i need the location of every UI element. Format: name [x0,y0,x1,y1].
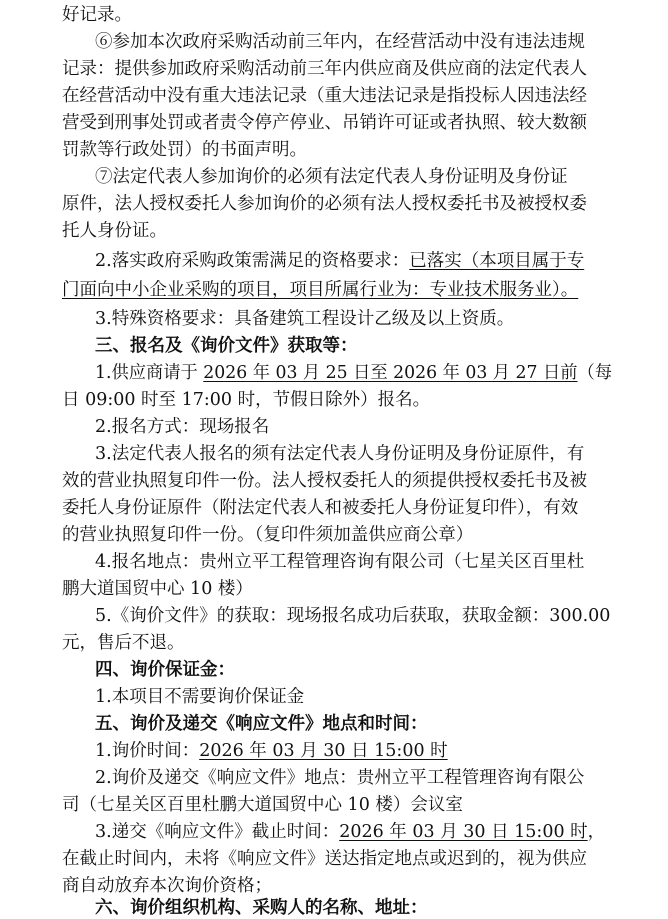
text-span: 好记录。 [62,5,132,25]
text-line [62,848,587,870]
text-line [62,875,272,897]
heading-text: 四、询价保证金： [95,660,235,680]
text-span: 效的营业执照复印件一份。法人授权委托人的须提供授权委托书及被 [62,471,587,491]
text-span: 2.报名方式：现场报名 [95,417,270,437]
underlined-text: 2026 年 03 月 30 日 15:00 时 [199,741,448,761]
text-line [62,279,578,301]
text-line [62,389,430,411]
text-span: 鹏大道国贸中心 10 楼） [62,579,253,599]
text-line [62,632,185,654]
text-line [95,443,584,465]
section-heading [95,713,428,735]
text-line [62,193,587,215]
underlined-text: 已落实（本项目属于专 [409,251,585,271]
text-line [62,497,578,519]
text-span: 司（七星关区百里杜鹏大道国贸中心 10 楼）会议室 [62,795,463,815]
text-span: 5.《询价文件》的获取：现场报名成功后获取，获取金额：300.00 [95,606,611,626]
text-span: 营受到刑事处罚或者责令停产停业、吊销许可证或者执照、较大数额 [62,113,587,133]
text-span: 托人身份证。 [62,221,167,241]
text-line [95,308,514,330]
text-span: 商自动放弃本次询价资格； [62,876,272,896]
section-heading [95,659,235,681]
text-span: 2.询价及递交《响应文件》地点：贵州立平工程管理咨询有限公 [95,768,585,788]
text-span: 3.特殊资格要求：具备建筑工程设计乙级及以上资质。 [95,309,515,329]
text-span: 1.本项目不需要询价保证金 [95,687,305,707]
text-line [62,139,307,161]
text-span: 在经营活动中没有重大违法记录（重大违法记录是指投标人因违法经 [62,86,587,106]
text-span: 4.报名地点：贵州立平工程管理咨询有限公司（七星关区百里杜 [95,552,585,572]
text-line [95,767,584,789]
text-line [62,112,587,134]
text-span: 原件，法人授权委托人参加询价的必须有法人授权委托书及被授权委 [62,194,587,214]
text-span: （每 [577,363,613,383]
text-span: 在截止时间内，未将《响应文件》送达指定地点或迟到的，视为供应 [62,849,587,869]
text-line [95,416,269,438]
text-span: 委托人身份证原件（附法定代表人和被委托人身份证复印件），有效 [62,498,579,518]
text-line [62,220,167,242]
text-span: 罚款等行政处罚）的书面声明。 [62,140,307,160]
text-line [62,794,463,816]
text-span: 2.落实政府采购政策需满足的资格要求： [95,251,410,271]
text-span: ⑦法定代表人参加询价的必须有法定代表人身份证明及身份证 [95,167,568,187]
heading-text: 五、询价及递交《响应文件》地点和时间： [95,714,428,734]
text-span: 记录：提供参加政府采购活动前三年内供应商及供应商的法定代表人 [62,59,587,79]
section-heading [95,335,358,357]
text-line [95,250,584,272]
text-line [62,524,473,546]
underlined-text: 2026 年 03 月 30 日 15:00 时 [339,822,588,842]
text-line [95,740,448,762]
section-heading [95,897,428,919]
text-line [62,4,132,26]
text-line [95,31,585,53]
text-line [95,551,584,573]
text-line [95,821,605,843]
underlined-text: 2026 年 03 月 25 日至 2026 年 03 月 27 日前 [203,363,578,383]
text-span: 日 09:00 时至 17:00 时，节假日除外）报名。 [62,390,431,410]
text-line [62,470,587,492]
text-line [95,166,568,188]
text-line [62,578,253,600]
text-span: ⑥参加本次政府采购活动前三年内，在经营活动中没有违法违规 [95,32,585,52]
text-span: 3.法定代表人报名的须有法定代表人身份证明及身份证原件，有 [95,444,585,464]
heading-text: 六、询价组织机构、采购人的名称、地址： [95,898,428,918]
text-span: 的营业执照复印件一份。（复印件须加盖供应商公章） [62,525,474,545]
text-span: 元，售后不退。 [62,633,185,653]
heading-text: 三、报名及《询价文件》获取等： [95,336,358,356]
text-span: 1.询价时间： [95,741,200,761]
text-line [95,362,612,384]
text-line [62,58,587,80]
text-line [95,605,610,627]
text-span: 1.供应商请于 [95,363,204,383]
underlined-text: 门面向中小企业采购的项目，项目所属行业为：专业技术服务业）。 [62,280,579,300]
text-line [62,85,587,107]
text-span: ， [587,822,606,842]
text-span: 3.递交《响应文件》截止时间： [95,822,340,842]
text-line [95,686,304,708]
